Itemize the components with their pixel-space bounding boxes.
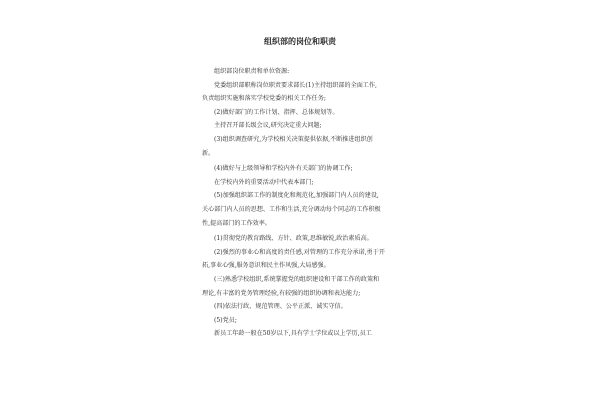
- paragraph-5: (3)组织调查研究,为学校相关决策提供依据,不断推进组织创: [214, 135, 373, 143]
- paragraph-2: 党委组织部职称岗位职责要求部长(1)主持组织部的全面工作,: [214, 81, 377, 89]
- paragraph-9: (1)贯彻党的教育路线、方针、政策,思维敏锐,政治素质高。: [214, 235, 373, 243]
- paragraph-8: (5)加强组织部工作的制度化和规范化,加强部门内人员的建设,: [214, 192, 379, 200]
- document-title: 组织部的岗位和职责: [264, 36, 336, 46]
- paragraph-8-cont-2: 性,提高部门的工作效率。: [202, 219, 271, 227]
- paragraph-10-cont: 拓,事业心强,服务意识和民主作风强,大局感强。: [202, 262, 330, 270]
- paragraph-12: (四)依法行政、规范管理、公平正派、诚实守信。: [214, 303, 347, 311]
- paragraph-10: (2)强烈的事业心和高度的责任感,对管理的工作充分承诺,勇于开: [214, 248, 385, 256]
- paragraph-7: 在学校内外的重要活动中代表本部门;: [214, 178, 314, 186]
- paragraph-11-cont: 理论,有丰富的党务管理经验,有较强的组织协调和表达能力;: [202, 289, 361, 297]
- paragraph-3: (2)做好部门的工作计划、指挥、总体规划等。: [214, 108, 339, 116]
- paragraph-4: 主持召开部长级会议,研究决定重大问题;: [214, 122, 322, 130]
- paragraph-5-cont: 新。: [202, 149, 215, 157]
- paragraph-8-cont-1: 关心部门内人员的思想、工作和生活,充分调动每个同志的工作积极: [202, 205, 381, 213]
- document-body: [202, 65, 412, 341]
- paragraph-11: (三)熟悉学校组织,系统掌握党的组织建设和干部工作的政策和: [214, 275, 380, 283]
- paragraph-1: 组织部岗位职责和单位资源:: [214, 68, 290, 75]
- paragraph-14: 新员工年龄一般在50岁以下,具有学士学位或以上学历,员工: [214, 330, 372, 338]
- paragraph-13: (5)党员;: [214, 316, 237, 324]
- paragraph-6: (4)做好与上级领导和学校内外有关部门的协调工作;: [214, 165, 353, 173]
- paragraph-2-cont: 负责组织实施和落实学校党委的相关工作任务;: [202, 95, 326, 103]
